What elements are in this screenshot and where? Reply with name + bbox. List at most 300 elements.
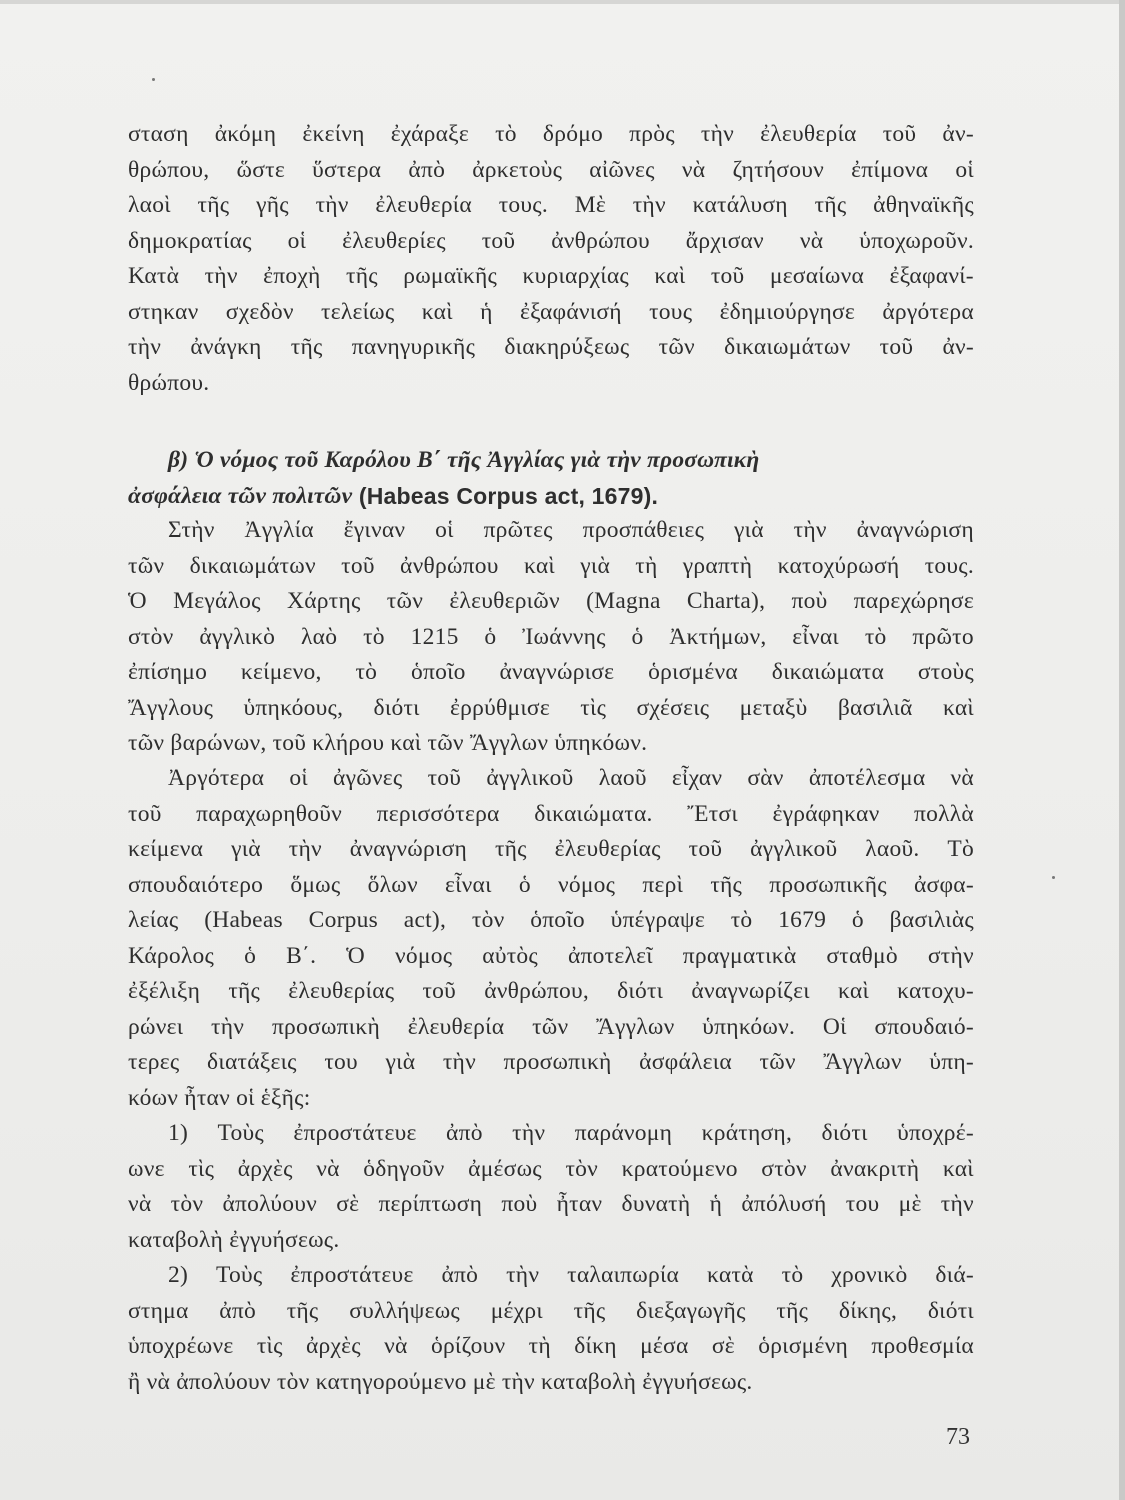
word: βασιλιᾶ bbox=[837, 694, 913, 721]
word: τὶς bbox=[188, 1155, 215, 1182]
text-line bbox=[128, 832, 974, 868]
word: (Magna bbox=[586, 588, 661, 614]
word: Τὸ bbox=[947, 836, 974, 862]
word: τῆς bbox=[573, 1297, 606, 1324]
word: τὶς bbox=[256, 1333, 283, 1359]
word: ὅμως bbox=[290, 871, 341, 898]
word: στὸν bbox=[128, 623, 174, 650]
text-line: κόων ἦταν οἱ ἑξῆς: bbox=[128, 1084, 311, 1111]
word: παραχωρηθοῦν bbox=[196, 800, 343, 827]
word: στηκαν bbox=[128, 298, 199, 325]
word: περίπτωση bbox=[378, 1191, 483, 1217]
word: πραγματικὰ bbox=[682, 942, 797, 969]
word: ὁδηγοῦν bbox=[363, 1155, 445, 1182]
text-line bbox=[128, 1010, 974, 1046]
word: εἶχαν bbox=[671, 765, 723, 791]
word: τὴν bbox=[940, 1191, 974, 1217]
word: κατοχύρωσή bbox=[777, 552, 900, 579]
word: τὴν bbox=[204, 263, 238, 289]
word: Μεγάλος bbox=[173, 588, 261, 614]
word: τοῦ bbox=[710, 263, 745, 289]
word: καὶ bbox=[421, 298, 453, 325]
word: τῆς bbox=[197, 192, 230, 218]
word: ὕστερα bbox=[312, 156, 382, 183]
word: διότι bbox=[373, 694, 420, 721]
word: δικαιωμάτων bbox=[724, 334, 851, 360]
text-line bbox=[128, 259, 974, 295]
word: ὥστε bbox=[236, 156, 285, 183]
text-line bbox=[128, 513, 974, 549]
word: ἐπίμονα bbox=[851, 156, 929, 183]
word: ἀγγλικοῦ bbox=[486, 765, 574, 791]
word: ὁ bbox=[484, 623, 497, 650]
word: σὲ bbox=[711, 1333, 735, 1359]
word: ὁ bbox=[518, 871, 531, 898]
word: νὰ bbox=[316, 1155, 340, 1182]
word: οἱ bbox=[289, 765, 308, 791]
word: κρατούμενο bbox=[621, 1155, 738, 1182]
word: ἐρρύθμισε bbox=[450, 694, 550, 721]
word: Τοὺς bbox=[216, 1262, 263, 1288]
word: πρῶτες bbox=[483, 517, 553, 543]
word: προθεσμία bbox=[871, 1333, 974, 1359]
word: ζητήσουν bbox=[732, 156, 824, 183]
word: προσωπικὴ bbox=[503, 1049, 612, 1075]
word: σταση bbox=[128, 121, 189, 147]
text-line: ἢ νὰ ἀπολύουν τὸν κατηγορούμενο μὲ τὴν καταβολὴ ἐγγυήσεως. bbox=[128, 1368, 753, 1395]
word: περισσότερα bbox=[376, 800, 500, 827]
word: Ὁ bbox=[346, 942, 366, 969]
word: ἐξαφανί- bbox=[889, 263, 974, 289]
word: act), bbox=[403, 907, 447, 933]
word: ὁ bbox=[851, 907, 864, 933]
word: σχέσεις bbox=[636, 694, 710, 721]
word: κατάλυση bbox=[692, 192, 788, 218]
word: ἐπροστάτευε bbox=[293, 1120, 417, 1146]
text-line bbox=[128, 868, 974, 904]
word: τῆς bbox=[290, 334, 323, 360]
word: διατάξεις bbox=[207, 1049, 297, 1075]
word: ὁ bbox=[631, 623, 644, 650]
word: χρονικὸ bbox=[831, 1262, 908, 1288]
text-line bbox=[128, 1116, 974, 1152]
word: τὸν bbox=[170, 1191, 204, 1217]
word: παράνομη bbox=[574, 1120, 673, 1146]
word: ἄρχισαν bbox=[685, 227, 764, 254]
text-line bbox=[128, 620, 974, 656]
word: ἀρχὲς bbox=[237, 1155, 293, 1182]
word: συλλήψεως bbox=[349, 1297, 460, 1324]
word: προσπάθειες bbox=[582, 517, 705, 543]
word: Corpus bbox=[308, 907, 379, 933]
text-line bbox=[128, 117, 974, 153]
word: τῆς bbox=[814, 192, 847, 218]
scan-right-edge bbox=[1119, 0, 1125, 1500]
word: (Habeas bbox=[204, 907, 283, 933]
paragraph-intro bbox=[128, 117, 974, 401]
word: ἔγιναν bbox=[343, 517, 406, 543]
text-line bbox=[128, 295, 974, 331]
word: στημα bbox=[128, 1297, 189, 1324]
word: Μὲ bbox=[574, 192, 606, 218]
text-line bbox=[128, 549, 974, 585]
word: τὸ bbox=[730, 907, 753, 933]
word: ὑπέγραψε bbox=[610, 907, 705, 933]
word: στοὺς bbox=[917, 659, 974, 685]
list-item-2 bbox=[128, 1258, 974, 1400]
text-line bbox=[128, 797, 974, 833]
word: τὸ bbox=[363, 623, 385, 650]
text-line bbox=[128, 761, 974, 797]
word: οἱ bbox=[435, 517, 454, 543]
word: πρῶτο bbox=[912, 623, 974, 650]
word: σὰν bbox=[747, 765, 784, 791]
word: ὑποχρέωνε bbox=[128, 1333, 234, 1359]
word: τὴν bbox=[506, 1262, 540, 1288]
text-line bbox=[128, 1329, 974, 1365]
text-line: τῶν βαρώνων, τοῦ κλήρου καὶ τῶν Ἄγγλων ὑπηκόων. bbox=[128, 730, 648, 756]
word: ἦταν bbox=[556, 1191, 603, 1217]
word: ἀν- bbox=[942, 121, 974, 147]
word: νόμος bbox=[557, 871, 616, 898]
word: τὸν bbox=[471, 907, 505, 933]
word: ἀγγλικοῦ bbox=[750, 836, 838, 862]
word: ἀνθρώπου, bbox=[484, 978, 589, 1004]
word: κείμενα bbox=[128, 836, 204, 862]
word: Ὁ bbox=[128, 588, 147, 614]
word: ἀνθρώπου bbox=[551, 227, 650, 254]
word: δικαιώματα bbox=[771, 659, 885, 685]
word: ἐχάραξε bbox=[390, 121, 470, 147]
word: νὰ bbox=[799, 227, 824, 254]
heading-text: β) Ὁ νόμος τοῦ Καρόλου Β΄ τῆς Ἀγγλίας γιὰ τὴν προσωπικὴ bbox=[168, 447, 760, 473]
word: γιὰ bbox=[580, 552, 611, 579]
word: ταλαιπωρία bbox=[567, 1262, 680, 1288]
word: ὑπηκόους, bbox=[243, 694, 344, 721]
word: ἐποχὴ bbox=[263, 263, 321, 289]
word: 2) bbox=[168, 1262, 189, 1288]
word: παρεχώρησε bbox=[853, 588, 974, 614]
text-line bbox=[128, 1152, 974, 1188]
word: ἐλευθερία bbox=[407, 1013, 505, 1040]
text-line bbox=[128, 1258, 974, 1294]
word: δίκη bbox=[574, 1333, 617, 1359]
word: κείμενο, bbox=[240, 659, 322, 685]
word: τὴν bbox=[793, 517, 827, 543]
word: ἐλευθεριῶν bbox=[449, 588, 560, 614]
heading-line bbox=[128, 479, 974, 515]
word: νόμος bbox=[395, 942, 453, 969]
word: Ἀγγλία bbox=[244, 517, 314, 543]
paragraph-2 bbox=[128, 761, 974, 1116]
word: δυνατὴ bbox=[621, 1191, 691, 1217]
word: ἐξέλιξη bbox=[128, 978, 201, 1004]
word: τὴ bbox=[635, 552, 658, 579]
word: ἀρκετοὺς bbox=[472, 156, 563, 183]
word: νὰ bbox=[681, 156, 706, 183]
word: τοῦ bbox=[688, 836, 723, 862]
word: ἀπὸ bbox=[446, 1120, 483, 1146]
word: μεταξὺ bbox=[739, 694, 808, 721]
word: τοῦ bbox=[882, 121, 917, 147]
word: τοῦ bbox=[427, 765, 462, 791]
text-line bbox=[128, 153, 974, 189]
word: μεσαίωνα bbox=[769, 263, 865, 289]
heading-text-greek: ἀσφάλεια τῶν πολιτῶν bbox=[128, 482, 353, 509]
word: κατὰ bbox=[707, 1262, 754, 1288]
word: τῶν bbox=[532, 1013, 569, 1040]
text-line bbox=[128, 655, 974, 691]
word: αὐτὸς bbox=[482, 942, 538, 969]
word: ἐλευθερίας bbox=[288, 978, 395, 1004]
word: διότι bbox=[927, 1297, 974, 1324]
word: ἀρχὲς bbox=[305, 1333, 361, 1359]
word: τοῦ bbox=[879, 334, 914, 360]
word: ἐγράφηκαν bbox=[772, 800, 880, 827]
word: ὑπηκόων. bbox=[702, 1013, 796, 1040]
word: διεξαγωγῆς bbox=[636, 1297, 746, 1324]
word: ἀγγλικὸ bbox=[199, 623, 276, 650]
word: ὁποῖο bbox=[530, 907, 585, 933]
word: 1215 bbox=[410, 623, 459, 650]
word: ἀνάγκη bbox=[190, 334, 262, 360]
word: γιὰ bbox=[734, 517, 764, 543]
word: θρώπου, bbox=[128, 156, 210, 183]
word: του bbox=[324, 1049, 358, 1075]
word: ἀσφα- bbox=[914, 871, 974, 898]
word: τὶς bbox=[580, 694, 607, 721]
word: ἐδημιούργησε bbox=[719, 298, 856, 325]
heading-line bbox=[128, 443, 974, 479]
word: ἐλευθερίας bbox=[554, 836, 661, 862]
word: τῆς bbox=[286, 1297, 319, 1324]
word: Τοὺς bbox=[217, 1120, 264, 1146]
text-line bbox=[128, 974, 974, 1010]
word: διότι bbox=[821, 1120, 868, 1146]
text-line: θρώπου. bbox=[128, 369, 210, 396]
word: ποὺ bbox=[791, 588, 828, 614]
word: καὶ bbox=[942, 1155, 974, 1182]
word: σπουδαιό- bbox=[874, 1013, 974, 1040]
word: τους bbox=[649, 298, 693, 325]
word: τῶν bbox=[658, 334, 695, 360]
word: Charta), bbox=[686, 588, 766, 614]
word: καὶ bbox=[523, 552, 555, 579]
word: ἐλευθερίες bbox=[342, 227, 446, 254]
word: στὸν bbox=[761, 1155, 807, 1182]
word: πανηγυρικῆς bbox=[351, 334, 476, 360]
word: Χάρτης bbox=[286, 588, 361, 614]
word: ωνε bbox=[128, 1155, 165, 1182]
word: τους. bbox=[498, 192, 548, 218]
word: ἀθηναϊκῆς bbox=[873, 192, 974, 218]
word: αἰῶνες bbox=[589, 156, 655, 183]
word: ὁρίζουν bbox=[430, 1333, 506, 1359]
page-number: 73 bbox=[946, 1424, 970, 1450]
word: τὸ bbox=[495, 121, 517, 147]
word: τὴν bbox=[700, 121, 735, 147]
word: τοῦ bbox=[422, 978, 457, 1004]
word: δικαιώματα. bbox=[534, 800, 653, 827]
word: Στὴν bbox=[168, 517, 215, 543]
text-line bbox=[128, 1294, 974, 1330]
word: Κάρολος bbox=[128, 942, 215, 969]
text-line bbox=[128, 1187, 974, 1223]
list-item-1 bbox=[128, 1116, 974, 1258]
word: τὴν bbox=[288, 836, 322, 862]
word: λαὸ bbox=[301, 623, 338, 650]
word: σχεδὸν bbox=[225, 298, 294, 325]
word: τῆς bbox=[346, 263, 378, 289]
text-line bbox=[128, 1045, 974, 1081]
word: ὁρισμένη bbox=[758, 1333, 849, 1359]
word: γιὰ bbox=[231, 836, 261, 862]
scan-speck bbox=[1052, 876, 1055, 879]
word: μέχρι bbox=[490, 1297, 543, 1324]
word: τὴν bbox=[315, 192, 349, 218]
word: ὑποχρέ- bbox=[897, 1120, 974, 1146]
word: ἡ bbox=[709, 1191, 723, 1217]
paragraph-1 bbox=[128, 513, 974, 762]
word: καὶ bbox=[654, 263, 686, 289]
word: ἐλευθερία bbox=[375, 192, 472, 218]
text-line bbox=[128, 224, 974, 260]
word: ἀποτελεῖ bbox=[567, 942, 653, 969]
word: Ἄγγλων bbox=[823, 1049, 902, 1075]
word: ἀμέσως bbox=[468, 1155, 542, 1182]
word: Κατὰ bbox=[128, 263, 180, 289]
word: δρόμο bbox=[542, 121, 604, 147]
word: λαοὶ bbox=[128, 192, 171, 218]
word: γῆς bbox=[256, 192, 289, 218]
word: ἀναγνωρίζει bbox=[691, 978, 810, 1004]
section-heading bbox=[128, 443, 974, 514]
word: ἀπολύουν bbox=[222, 1191, 317, 1217]
word: πολλὰ bbox=[914, 800, 974, 827]
word: Οἱ bbox=[822, 1013, 847, 1040]
word: τὸν bbox=[565, 1155, 599, 1182]
word: λαοῦ. bbox=[865, 836, 920, 862]
text-line bbox=[128, 903, 974, 939]
word: Β΄. bbox=[286, 942, 317, 969]
text-line bbox=[128, 584, 974, 620]
word: Ἰωάννης bbox=[522, 623, 606, 650]
word: τελείως bbox=[321, 298, 395, 325]
word: οἱ bbox=[955, 156, 974, 183]
word: ἀπὸ bbox=[219, 1297, 256, 1324]
scan-speck bbox=[152, 78, 155, 81]
word: ἐλευθερία bbox=[760, 121, 857, 147]
word: ἐπίσημο bbox=[128, 659, 208, 685]
word: τῆς bbox=[494, 836, 527, 862]
word: 1679 bbox=[778, 907, 827, 933]
word: τῆς bbox=[776, 1297, 809, 1324]
word: μὲ bbox=[898, 1191, 922, 1217]
word: ἡ bbox=[480, 298, 493, 325]
word: νὰ bbox=[384, 1333, 408, 1359]
word: ὑπη- bbox=[929, 1049, 974, 1075]
word: Ἄγγλων bbox=[596, 1013, 675, 1040]
word: προσωπικῆς bbox=[769, 871, 887, 898]
word: κατοχυ- bbox=[897, 978, 974, 1004]
text-line bbox=[128, 330, 974, 366]
word: λαοῦ bbox=[598, 765, 647, 791]
word: καὶ bbox=[838, 978, 870, 1004]
word: δικαιωμάτων bbox=[189, 552, 316, 579]
word: καὶ bbox=[942, 694, 974, 721]
word: ἀνθρώπου bbox=[400, 552, 499, 579]
word: διότι bbox=[617, 978, 664, 1004]
word: περὶ bbox=[642, 871, 684, 898]
word: κυριαρχίας bbox=[522, 263, 629, 289]
word: εἶναι bbox=[444, 871, 492, 898]
word: ἀναγνώριση bbox=[349, 836, 468, 862]
word: ἀνακριτὴ bbox=[830, 1155, 920, 1182]
word: ρώνει bbox=[128, 1013, 184, 1040]
word: διά- bbox=[935, 1262, 974, 1288]
word: τὸ bbox=[864, 623, 887, 650]
heading-text-latin: (Habeas Corpus act, 1679). bbox=[358, 482, 659, 509]
word: δίκης, bbox=[838, 1297, 898, 1324]
word: ἀποτέλεσμα bbox=[808, 765, 926, 791]
word: ὁ bbox=[244, 942, 257, 969]
word: ἀναγνώρισε bbox=[499, 659, 615, 685]
word: βασιλιὰς bbox=[889, 907, 974, 933]
word: τὸ bbox=[781, 1262, 804, 1288]
word: δημοκρατίας bbox=[128, 227, 252, 254]
word: ἐπροστάτευε bbox=[290, 1262, 414, 1288]
word: στὴν bbox=[927, 942, 974, 969]
word: ὁποῖο bbox=[410, 659, 466, 685]
word: νὰ bbox=[950, 765, 974, 791]
word: τοῦ bbox=[128, 800, 162, 827]
word: ὑποχωροῦν. bbox=[859, 227, 974, 254]
word: τὴν bbox=[512, 1120, 546, 1146]
word: τῆς bbox=[710, 871, 743, 898]
word: τῆς bbox=[228, 978, 261, 1004]
word: οἱ bbox=[287, 227, 307, 254]
word: γιὰ bbox=[385, 1049, 416, 1075]
word: τὴν bbox=[128, 334, 162, 360]
word: ὅλων bbox=[367, 871, 418, 898]
scan-top-edge bbox=[0, 0, 1125, 4]
text-line bbox=[128, 188, 974, 224]
text-line bbox=[128, 691, 974, 727]
word: διακηρύξεως bbox=[504, 334, 630, 360]
word: 1) bbox=[168, 1120, 189, 1146]
word: ἐκείνη bbox=[302, 121, 365, 147]
word: κράτηση, bbox=[701, 1120, 793, 1146]
word: τὴ bbox=[528, 1333, 551, 1359]
word: γραπτὴ bbox=[682, 552, 753, 579]
text-line: καταβολὴ ἐγγυήσεως. bbox=[128, 1226, 340, 1253]
word: πρὸς bbox=[629, 121, 675, 147]
word: εἶναι bbox=[792, 623, 839, 650]
word: τὸ bbox=[355, 659, 378, 685]
word: σπουδαιότερο bbox=[128, 871, 264, 898]
word: ρωμαϊκῆς bbox=[403, 263, 498, 289]
word: λείας bbox=[128, 907, 179, 933]
word: τὴν bbox=[442, 1049, 476, 1075]
word: ἀπὸ bbox=[408, 156, 446, 183]
word: του bbox=[845, 1191, 880, 1217]
word: σὲ bbox=[336, 1191, 360, 1217]
word: τὴν bbox=[632, 192, 666, 218]
word: νὰ bbox=[128, 1191, 152, 1217]
word: τῶν bbox=[759, 1049, 796, 1075]
word: τοῦ bbox=[481, 227, 516, 254]
word: ἐξαφάνισή bbox=[519, 298, 622, 325]
